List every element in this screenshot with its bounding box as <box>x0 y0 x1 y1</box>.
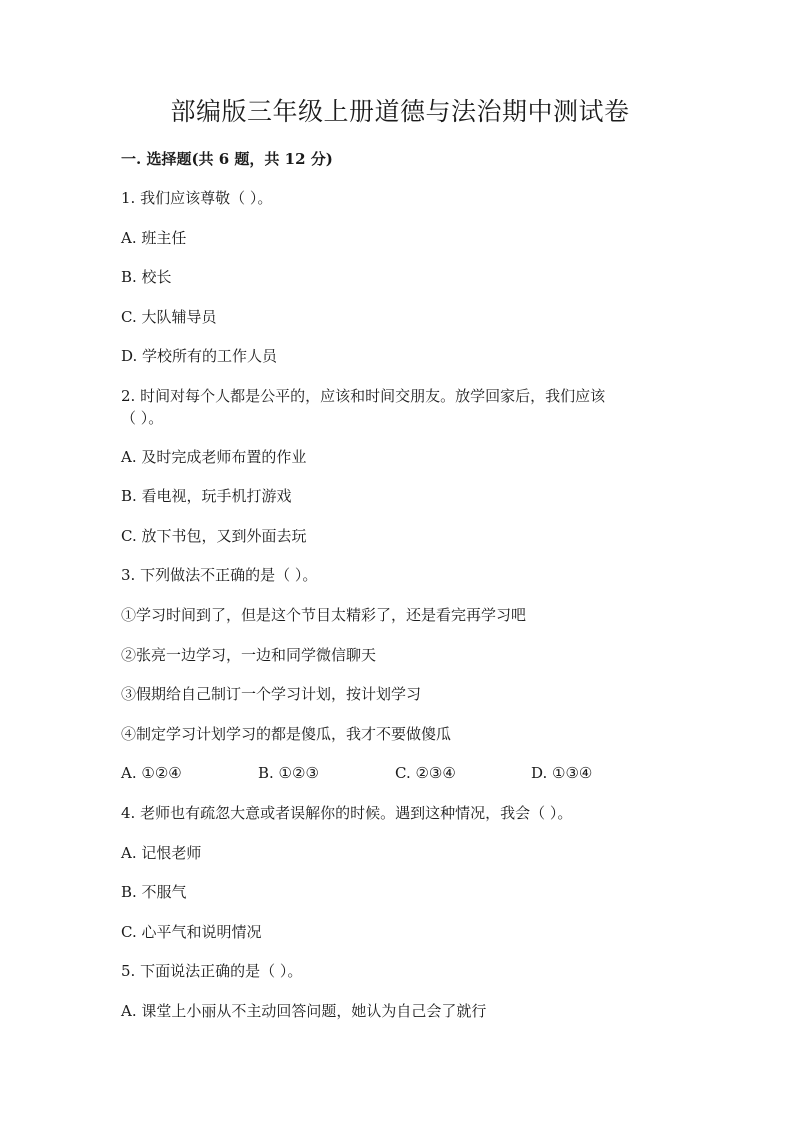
question-4-stem: 4. 老师也有疏忽大意或者误解你的时候。遇到这种情况，我会（ ）。 <box>121 804 573 822</box>
question-3-option-b: B. ①②③ <box>258 764 319 782</box>
question-3-item-1: ①学习时间到了，但是这个节目太精彩了，还是看完再学习吧 <box>121 606 527 624</box>
question-4-option-b: B. 不服气 <box>121 883 187 901</box>
question-3-stem: 3. 下列做法不正确的是（ ）。 <box>121 566 318 584</box>
question-1-option-a: A. 班主任 <box>121 229 187 247</box>
question-4-option-c: C. 心平气和说明情况 <box>121 923 262 941</box>
question-1-option-b: B. 校长 <box>121 268 172 286</box>
question-3-option-d: D. ①③④ <box>531 764 593 782</box>
question-1-option-c: C. 大队辅导员 <box>121 308 217 326</box>
question-3-option-c: C. ②③④ <box>395 764 456 782</box>
question-2-stem-line2: （ ）。 <box>121 409 164 427</box>
question-3-item-2: ②张亮一边学习，一边和同学微信聊天 <box>121 646 377 664</box>
question-3-item-4: ④制定学习计划学习的都是傻瓜，我才不要做傻瓜 <box>121 725 452 743</box>
section-heading: 一. 选择题(共 6 题，共 12 分) <box>121 150 333 168</box>
question-4-option-a: A. 记恨老师 <box>121 844 202 862</box>
question-5-stem: 5. 下面说法正确的是（ ）。 <box>121 962 303 980</box>
question-3-option-a: A. ①②④ <box>121 764 182 782</box>
question-2-option-b: B. 看电视，玩手机打游戏 <box>121 487 292 505</box>
question-2-option-a: A. 及时完成老师布置的作业 <box>121 448 307 466</box>
question-5-option-a: A. 课堂上小丽从不主动回答问题，她认为自己会了就行 <box>121 1002 487 1020</box>
question-2-stem-line1: 2. 时间对每个人都是公平的，应该和时间交朋友。放学回家后，我们应该 <box>121 387 606 405</box>
question-3-item-3: ③假期给自己制订一个学习计划，按计划学习 <box>121 685 422 703</box>
question-2-option-c: C. 放下书包，又到外面去玩 <box>121 527 307 545</box>
question-1-option-d: D. 学校所有的工作人员 <box>121 347 278 365</box>
question-1-stem: 1. 我们应该尊敬（ ）。 <box>121 189 273 207</box>
page-title: 部编版三年级上册道德与法治期中测试卷 <box>170 97 630 126</box>
